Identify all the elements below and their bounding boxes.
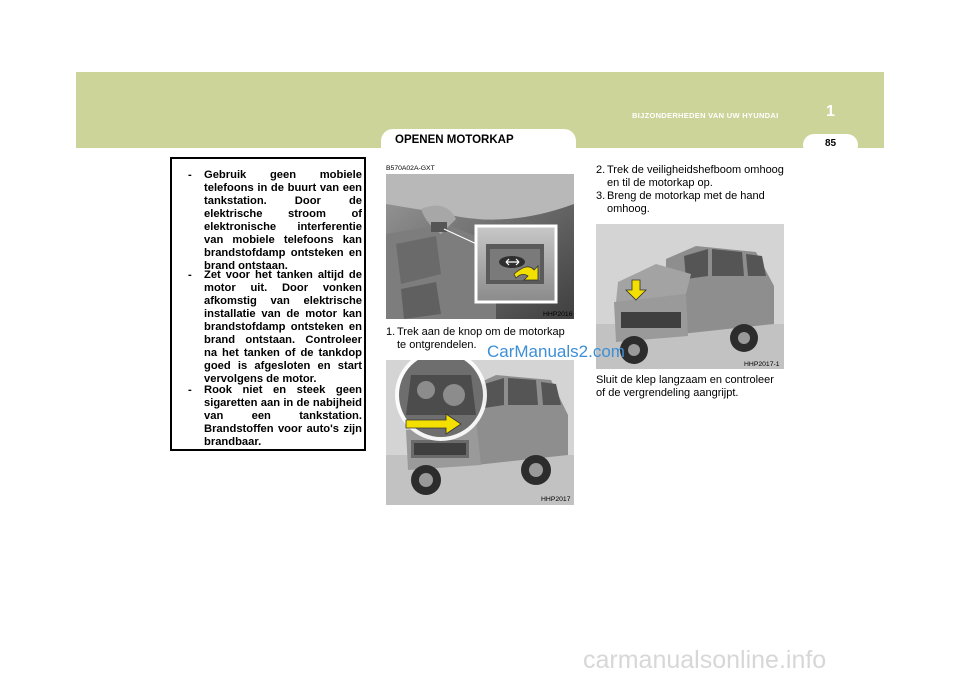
chapter-title: BIJZONDERHEDEN VAN UW HYUNDAI	[632, 111, 779, 120]
warning-dash: -	[188, 169, 192, 181]
step-text: Trek de veiligheidshefboom omhoog en til de motorkap op.	[607, 164, 784, 189]
warning-text: Zet voor het tanken altijd de motor uit. Door vonken afkomstig van elektrische installatie van de motor kan brandstofdamp ontsteken en brand ontstaan. Controleer na het tanken of de tankdop goed is afgesloten en start vervolgens de motor.	[204, 269, 362, 385]
chapter-number: 1	[826, 103, 835, 120]
reference-code: B570A02A-GXT	[386, 165, 435, 172]
hood-release-illustration	[386, 174, 574, 319]
warning-item-phones	[176, 169, 362, 273]
step-number: 1.	[386, 326, 396, 338]
closing-paragraph	[596, 374, 786, 400]
step-text: Breng de motorkap met de hand omhoog.	[607, 190, 765, 215]
warning-box	[170, 157, 366, 451]
warning-item-no-smoking	[176, 384, 362, 449]
warning-text: Gebruik geen mobiele telefoons in de buurt van een tankstation. Door de elektrische stroom of elektronische interferentie van mobiele telefoons kan brandstofdamp ontsteken en brand ontstaan.	[204, 169, 362, 272]
car-illustration	[386, 360, 574, 505]
watermark-carmanuals2: CarManuals2.com	[487, 342, 625, 361]
warning-item-engine-off	[176, 269, 362, 386]
hood-release-photo	[386, 174, 574, 319]
closing-text: Sluit de klep langzaam en controleer of de vergrendeling aangrijpt.	[596, 374, 774, 399]
warning-dash: -	[188, 269, 192, 281]
step-2	[596, 164, 784, 190]
image-label-hhp2016: HHP2016	[543, 311, 573, 318]
page-number: 85	[824, 138, 837, 149]
step-number: 3.	[596, 190, 606, 202]
image-label-hhp2017: HHP2017	[541, 496, 571, 503]
step-text: Trek aan de knop om de motorkap te ontgrendelen.	[397, 326, 565, 351]
warning-text: Rook niet en steek geen sigaretten aan in de nabijheid van een tankstation. Brandstoffen voor auto's zijn brandbaar.	[204, 384, 362, 448]
warning-dash: -	[188, 384, 192, 396]
hood-open-car-photo	[386, 360, 574, 505]
watermark-carmanualsonline: carmanualsonline.info	[583, 646, 827, 674]
section-tab	[381, 129, 576, 153]
step-3	[596, 190, 784, 216]
page-number-tab	[803, 134, 858, 156]
step-number: 2.	[596, 164, 606, 176]
image-label-hhp2017-1: HHP2017-1	[744, 361, 780, 368]
section-title: OPENEN MOTORKAP	[395, 134, 514, 146]
